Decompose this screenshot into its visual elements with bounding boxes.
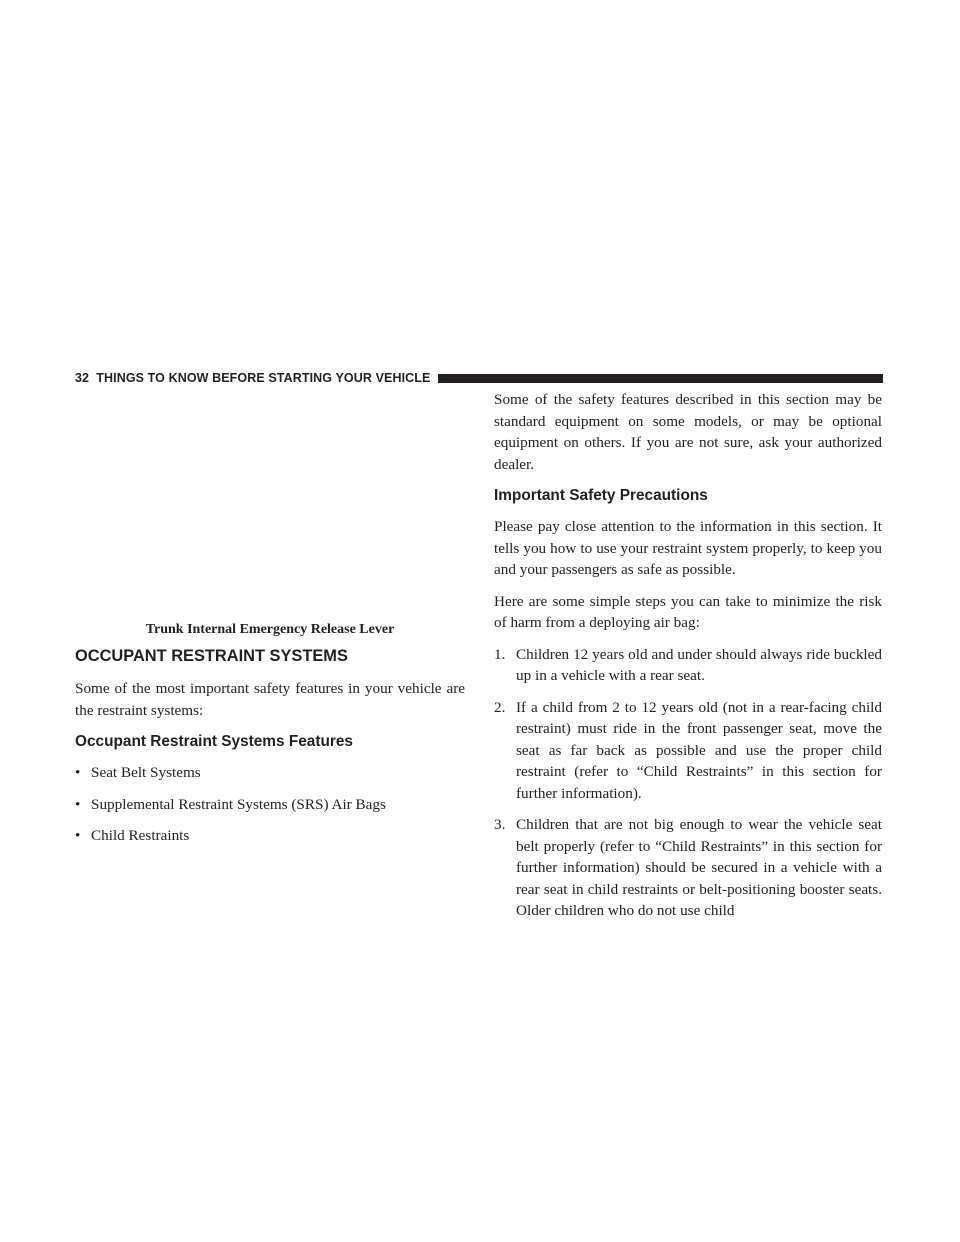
optional-equipment-paragraph: Some of the safety features described in this section may be standard equipment on some models, or may be optional equipment on others. If you are not sure, ask your authorized dealer. [494,391,882,473]
list-item [494,814,882,922]
list-item [494,697,882,805]
step-text: Children that are not big enough to wear the vehicle seat belt properly (refer to “Child Restraints” in this section for further information) should be secured in a vehicle with a rear seat in child restraints or belt-positioning booster seats. Older children who do not use child [516,816,882,919]
section-heading: OCCUPANT RESTRAINT SYSTEMS [75,647,348,665]
list-item [75,762,465,784]
section-title: THINGS TO KNOW BEFORE STARTING YOUR VEHICLE [96,371,431,385]
list-item [75,825,465,847]
list-item [75,794,465,816]
section-intro: Some of the most important safety features in your vehicle are the restraint systems: [75,680,465,719]
steps-intro-paragraph: Here are some simple steps you can take to minimize the risk of harm from a deploying air bag: [494,592,882,631]
list-item-text: Child Restraints [91,827,190,844]
list-item [494,644,882,687]
list-item-text: Seat Belt Systems [91,764,201,781]
precautions-subheading: Important Safety Precautions [494,487,708,504]
step-text: Children 12 years old and under should always ride buckled up in a vehicle with a rear seat. [516,645,882,684]
bullet-icon: • [75,764,81,781]
header-rule [438,374,883,383]
step-text: If a child from 2 to 12 years old (not in a rear-facing child restraint) must ride in the front passenger seat, move the seat as far back as possible and use the proper child restraint (refer to “Child Restraints” in this section for further information). [516,698,882,802]
safety-steps-list [494,644,882,922]
precautions-paragraph: Please pay close attention to the information in this section. It tells you how to use your restraint system properly, to keep you and your passengers as safe as possible. [494,518,882,578]
page-header-text [75,371,430,385]
list-item-text: Supplemental Restraint Systems (SRS) Air Bags [91,795,386,813]
left-column [75,645,465,857]
features-list [75,762,465,847]
bullet-icon: • [75,827,81,844]
page-number: 32 [75,371,90,385]
right-column [494,389,882,932]
page-header [75,368,883,388]
figure-caption: Trunk Internal Emergency Release Lever [145,622,395,637]
bullet-icon: • [75,795,81,813]
step-number: 3. [494,816,506,833]
step-number: 1. [494,645,506,663]
features-subheading: Occupant Restraint Systems Features [75,733,353,750]
step-number: 2. [494,698,506,716]
